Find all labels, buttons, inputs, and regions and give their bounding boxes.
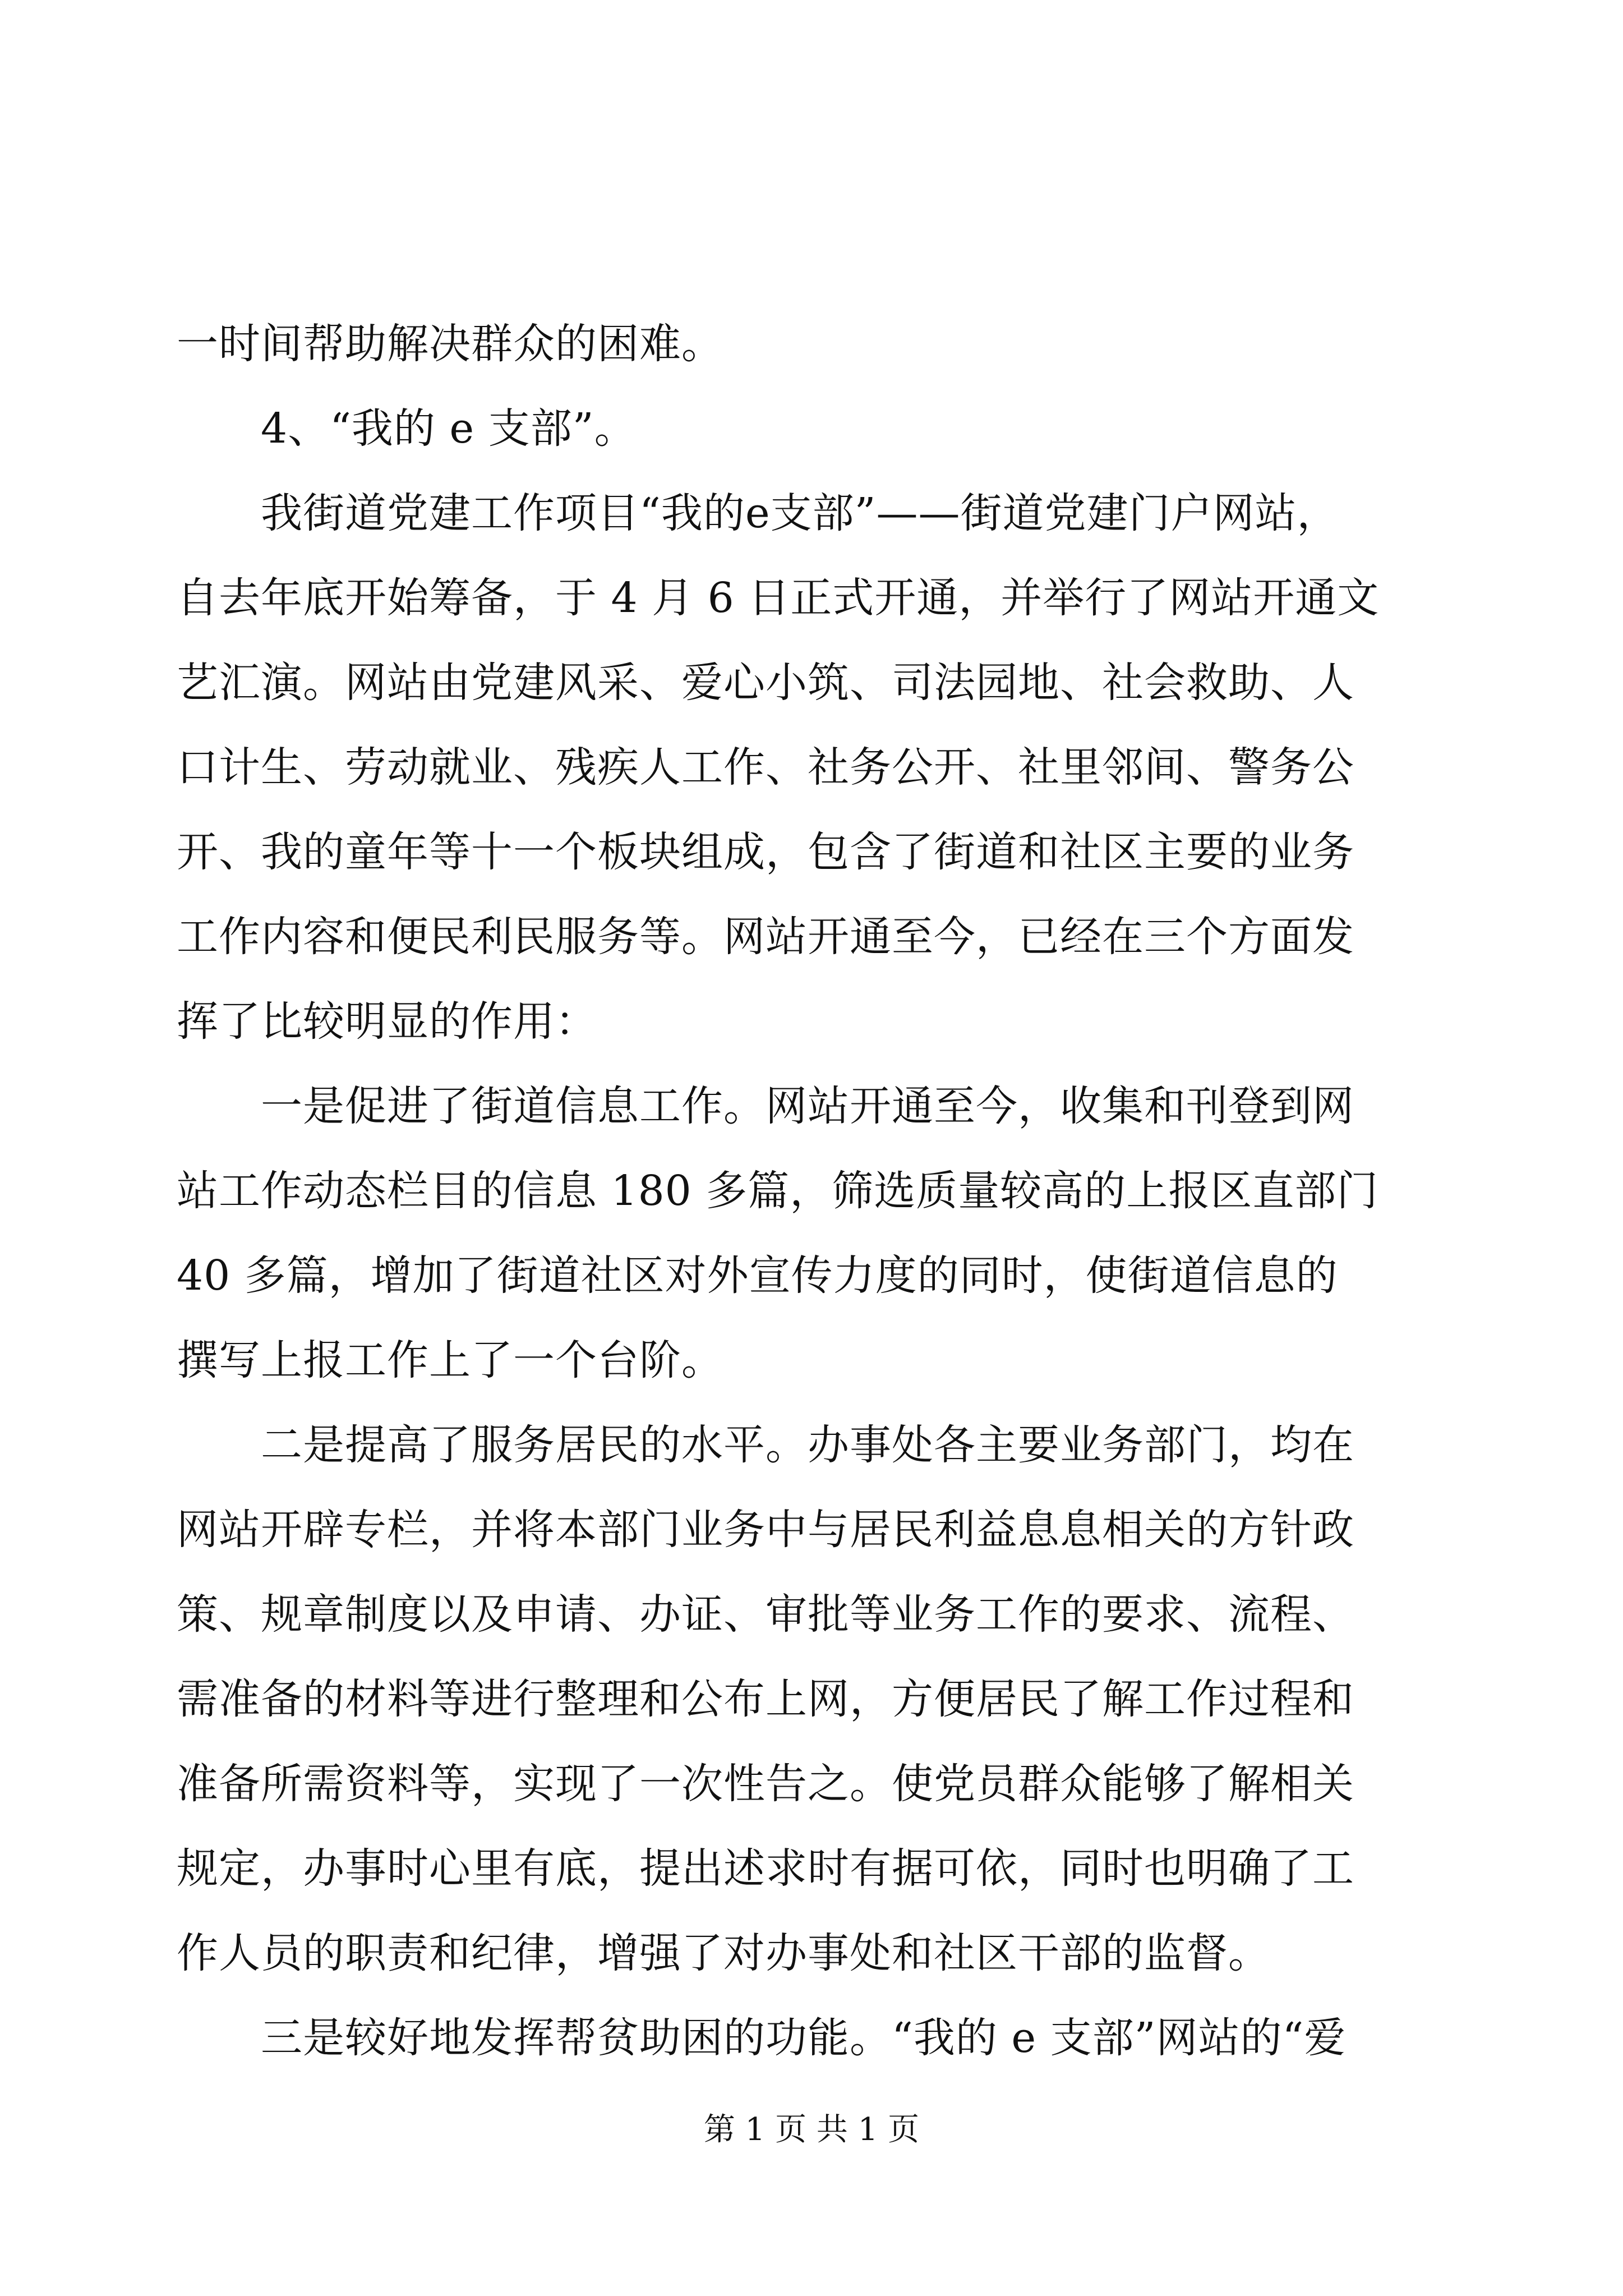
text-line: 40 多篇，增加了街道社区对外宣传力度的同时，使街道信息的: [177, 1251, 1338, 1300]
text-line: 艺汇演。网站由党建风采、爱心小筑、司法园地、社会救助、人: [177, 659, 1354, 707]
text-line: 撰写上报工作上了一个台阶。: [177, 1336, 723, 1384]
text-line: 口计生、劳动就业、残疾人工作、社务公开、社里邻间、警务公: [177, 743, 1354, 792]
text-line: 需准备的材料等进行整理和公布上网，方便居民了解工作过程和: [177, 1675, 1354, 1723]
text-line: 三是较好地发挥帮贫助困的功能。“我的 e 支部”网站的“爱: [261, 2014, 1347, 2062]
text-line: 开、我的童年等十一个板块组成，包含了街道和社区主要的业务: [177, 828, 1354, 876]
document-body: [177, 302, 1438, 2081]
text-line: 站工作动态栏目的信息 180 多篇，筛选质量较高的上报区直部门: [177, 1167, 1379, 1215]
text-line: 二是提高了服务居民的水平。办事处各主要业务部门，均在: [261, 1421, 1354, 1469]
page-footer: 第 1 页 共 1 页: [703, 2111, 920, 2148]
text-line: 网站开辟专栏，并将本部门业务中与居民利益息息相关的方针政: [177, 1506, 1354, 1554]
text-line: 我街道党建工作项目“我的e支部”——街道党建门户网站，: [261, 489, 1339, 537]
section-heading: 4、“我的 e 支部”。: [261, 404, 637, 453]
text-line: 作人员的职责和纪律，增强了对办事处和社区干部的监督。: [177, 1929, 1270, 1977]
text-line: 挥了比较明显的作用：: [177, 997, 597, 1046]
text-line: 准备所需资料等，实现了一次性告之。使党员群众能够了解相关: [177, 1760, 1354, 1808]
text-line: 规定，办事时心里有底，提出述求时有据可依，同时也明确了工: [177, 1844, 1354, 1893]
text-line: 一是促进了街道信息工作。网站开通至今，收集和刊登到网: [261, 1082, 1354, 1130]
text-line: 策、规章制度以及申请、办证、审批等业务工作的要求、流程、: [177, 1590, 1354, 1639]
text-line: 工作内容和便民利民服务等。网站开通至今，已经在三个方面发: [177, 913, 1354, 961]
text-line: 一时间帮助解决群众的困难。: [177, 320, 723, 368]
text-line: 自去年底开始筹备，于 4 月 6 日正式开通，并举行了网站开通文: [177, 574, 1380, 622]
